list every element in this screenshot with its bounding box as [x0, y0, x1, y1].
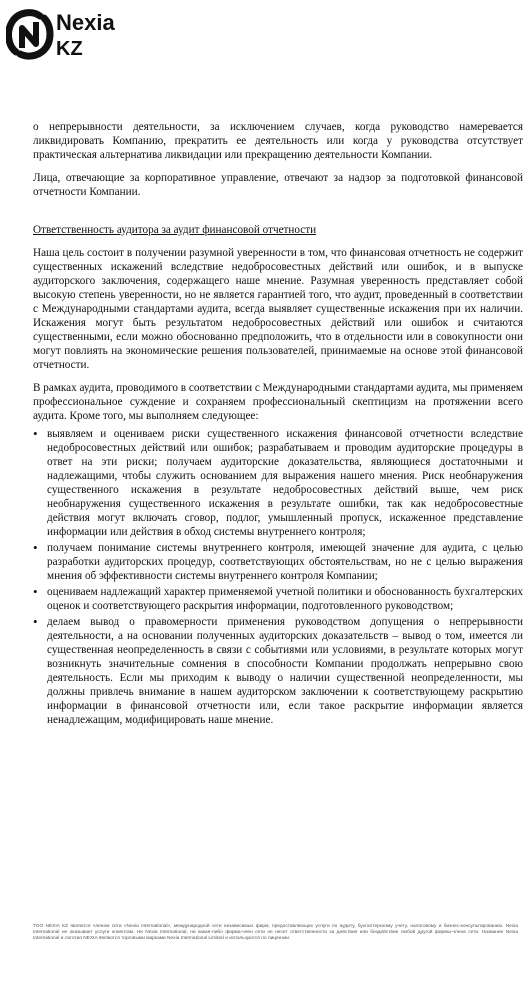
list-item: • получаем понимание системы внутреннего контроля, имеющей значение для аудита, с целью разработки аудиторских процедур, соответствующих обстоятельствам, но не с целью выражения мнения об эффективности системы внутреннего контроля Компании; — [33, 541, 523, 583]
list-item: • оцениваем надлежащий характер применяемой учетной политики и обоснованность бухгалтерских оценок и соответствующего раскрытия информации, подготовленного руководством; — [33, 585, 523, 613]
footer-disclaimer: ТОО NEXIA KZ является членом сети «Nexia International», международной сети независимых фирм, предоставляющих услуги по аудиту, бухгалтерскому учету, налоговому и бизнес-консультированию. Nexia International не оказывает услуги клиентам. Ни Nexia International, ни какая-либо фирма-член сети не несет ответственности за действия или бездействие любой другой фирмы-члена сети. Название Nexia International и логотип NEXIA являются торговыми марками Nexia International Limited и используются по лицензии. — [33, 924, 518, 941]
list-item: • делаем вывод о правомерности применения руководством допущения о непрерывности деятельности, а на основании полученных аудиторских доказательств – вывод о том, имеется ли существенная неопределенность в связи с событиями или условиями, в результате которых могут возникнуть значительные сомнения в способности Компании продолжать непрерывно свою деятельность. Если мы приходим к выводу о наличии существенной неопределенности, мы должны привлечь внимание в нашем аудиторском заключении к соответствующему раскрытию информации в финансовой отчетности или, если такое раскрытие информации является ненадлежащим, модифицировать наше мнение. — [33, 615, 523, 727]
document-body — [33, 120, 523, 729]
audit-procedures-list — [33, 427, 523, 727]
intro-paragraph-2: Лица, отвечающие за корпоративное управление, отвечают за надзор за подготовкой финансовой отчетности Компании. — [33, 172, 523, 198]
list-item: • выявляем и оцениваем риски существенного искажения финансовой отчетности вследствие недобросовестных действий или ошибок; разрабатываем и проводим аудиторские процедуры в ответ на эти риски; получаем аудиторские доказательства, являющиеся достаточными и надлежащими, чтобы служить основанием для выражения нашего мнения. Риск необнаружения существенного искажения в результате недобросовестных действий выше, чем риск необнаружения существенного искажения в результате ошибки, так как недобросовестные действия могут включать сговор, подлог, умышленный пропуск, искаженное представление информации или действия в обход системы внутреннего контроля; — [33, 427, 523, 539]
section-heading: Ответственность аудитора за аудит финансовой отчетности — [33, 224, 317, 236]
auditor-objective-paragraph: Наша цель состоит в получении разумной уверенности в том, что финансовая отчетность не содержит существенных искажений вследствие недобросовестных действий или ошибок, и в выпуске аудиторского заключения, содержащего наше мнение. Разумная уверенность представляет собой высокую степень уверенности, но не является гарантией того, что аудит, проведенный в соответствии с Международными стандартами аудита, всегда выявляет существенные искажения при их наличии. Искажения могут быть результатом недобросовестных действий или ошибок и считаются существенными, если можно обоснованно предположить, что в отдельности или в совокупности они могут повлиять на экономические решения пользователей, принимаемые на основе этой финансовой отчетности. — [33, 247, 523, 371]
logo-brand: Nexia — [56, 10, 115, 35]
audit-scope-paragraph: В рамках аудита, проводимого в соответствии с Международными стандартами аудита, мы применяем профессиональное суждение и сохраняем профессиональный скептицизм на протяжении всего аудита. Кроме того, мы выполняем следующее: — [33, 382, 523, 422]
intro-paragraph-1: о непрерывности деятельности, за исключением случаев, когда руководство намеревается ликвидировать Компанию, прекратить ее деятельность или когда у руководства отсутствует практическая альтернатива ликвидации или прекращению деятельности Компании. — [33, 121, 523, 161]
nexia-logo-icon — [6, 8, 54, 60]
logo-region: KZ — [56, 38, 83, 60]
